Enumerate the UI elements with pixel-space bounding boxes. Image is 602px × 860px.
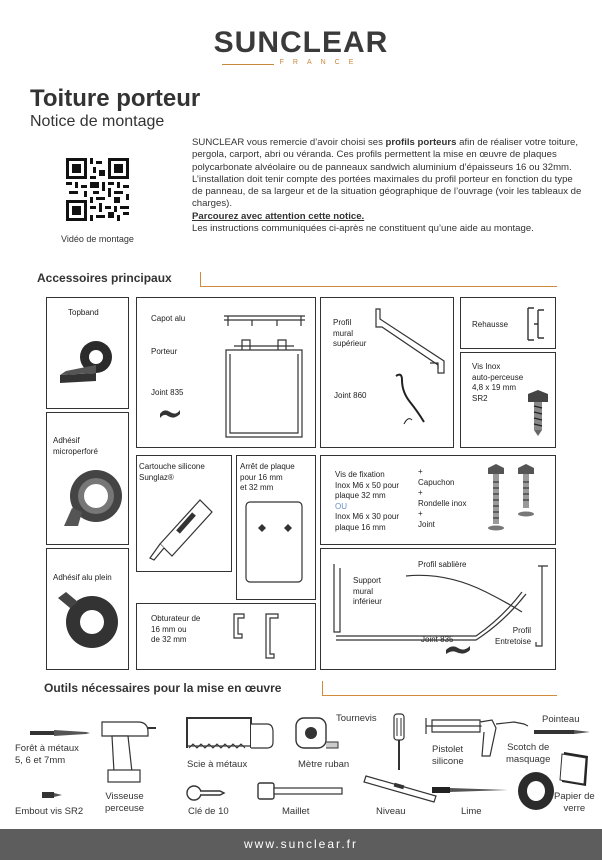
label-scotch: Scotch de masquage — [506, 742, 551, 765]
brand-subtitle: FRANCE — [279, 59, 363, 66]
label-porteur: Porteur — [151, 347, 178, 356]
label-vis-fixation-2: Inox M6 x 30 pour plaque 16 mm — [335, 512, 400, 532]
label-support-mural: Support mural inférieur — [353, 576, 382, 606]
label-adhesif-micro: Adhésif microperforé — [53, 436, 98, 456]
label-metre: Mètre ruban — [298, 759, 350, 770]
drill-driver-icon — [98, 712, 156, 784]
label-obturateur: Obturateur de 16 mm ou de 32 mm — [151, 614, 201, 644]
heading-bracket — [200, 272, 557, 287]
intro-warning: Parcourez avec attention cette notice. — [192, 210, 365, 222]
rehausse-icon — [524, 306, 548, 342]
label-scie: Scie à métaux — [187, 759, 248, 770]
intro-paragraph-1: SUNCLEAR vous remercie d’avoir choisi ses profils porteurs afin de réaliser votre toiture, pergola, carport, abri ou véranda. Ces profils permettent la mise en œuvre de plaques polycarbonate alvéolaire ou de panneaux sandwich aluminium d’épaisseurs 16 ou 32mm. — [192, 137, 579, 173]
qr-caption: Vidéo de montage — [61, 234, 134, 244]
label-rehausse: Rehausse — [472, 320, 509, 329]
screw-bit-icon — [42, 790, 62, 800]
label-foret: Forêt à métaux 5, 6 et 7mm — [15, 743, 79, 766]
center-punch-icon — [534, 728, 590, 736]
label-topband: Topband — [68, 308, 99, 317]
label-cle: Clé de 10 — [188, 806, 229, 817]
file-tool-icon — [430, 783, 510, 797]
label-joint835: Joint 835 — [151, 388, 184, 397]
label-joint835b: Joint 835 — [421, 635, 454, 644]
masking-tape-icon — [516, 770, 556, 812]
screwdriver-icon — [392, 712, 406, 774]
label-tournevis: Tournevis — [336, 713, 377, 724]
label-joint860: Joint 860 — [334, 391, 367, 400]
obturateur-icon — [230, 612, 306, 662]
label-adhesif-plein: Adhésif alu plein — [53, 573, 112, 582]
topband-roll-icon — [56, 335, 116, 385]
silicone-cartridge-icon — [148, 492, 218, 562]
profil-sabliere-icon — [326, 562, 550, 662]
label-capuchon: + Capuchon + Rondelle inox + Joint — [418, 467, 467, 529]
brand-logo-text: SUNCLEAR — [213, 26, 389, 59]
label-profil-mural-sup: Profil mural supérieur — [333, 318, 367, 348]
screw-sr2-icon — [526, 390, 550, 436]
label-cartouche: Cartouche silicone Sunglaz® — [139, 462, 205, 482]
label-embout: Embout vis SR2 — [15, 806, 84, 817]
tools-heading-bracket — [322, 681, 557, 696]
page-subtitle: Notice de montage — [30, 113, 165, 130]
label-pistolet: Pistolet silicone — [432, 744, 464, 767]
label-pointeau: Pointeau — [542, 714, 580, 725]
label-vis-fixation-1: Vis de fixation Inox M6 x 50 pour plaque 32 mm — [335, 470, 400, 500]
page-title: Toiture porteur — [30, 85, 201, 112]
label-capot: Capot alu — [151, 314, 186, 323]
adhesif-micro-roll-icon — [68, 468, 124, 528]
label-papier: Papier de verre — [554, 791, 595, 814]
label-maillet: Maillet — [282, 806, 310, 817]
joint860-icon — [388, 372, 428, 432]
label-visseuse: Visseuse perceuse — [105, 791, 145, 814]
arret-plaque-icon — [244, 500, 304, 584]
label-niveau: Niveau — [376, 806, 406, 817]
mallet-icon — [254, 781, 346, 801]
label-profil-sabliere: Profil sablière — [418, 560, 467, 569]
footer-website[interactable]: www.sunclear.fr — [0, 829, 602, 860]
level-icon — [364, 772, 438, 804]
joint835-icon — [158, 404, 182, 420]
label-profil-entretoise: Profil Entretoise — [495, 626, 532, 646]
intro-paragraph-2: L’installation doit tenir compte des portées maximales du profil porteur en fonction du type de panneau, de sa largeur et de la situation géographique de l’ouvrage (voir les tableaux de charges). — [192, 173, 582, 210]
drill-bit-icon — [30, 728, 90, 738]
section-heading-accessories: Accessoires principaux — [37, 271, 172, 285]
screws-m6-icon — [484, 462, 546, 532]
hacksaw-icon — [183, 714, 275, 752]
label-lime: Lime — [461, 806, 482, 817]
qr-code-icon[interactable] — [66, 158, 129, 221]
tape-measure-icon — [294, 714, 340, 752]
porteur-profile-icon — [222, 310, 307, 440]
label-vis-fixation-ou: OU — [335, 502, 347, 511]
label-vis-inox: Vis Inox auto-perceuse 4,8 x 19 mm SR2 — [472, 362, 524, 403]
sandpaper-icon — [560, 750, 592, 788]
intro-paragraph-4: Les instructions communiquées ci-après ne constituent qu’une aide au montage. — [192, 223, 534, 235]
intro-text — [192, 137, 582, 235]
section-heading-tools: Outils nécessaires pour la mise en œuvre — [44, 681, 282, 695]
label-arret: Arrêt de plaque pour 16 mm et 32 mm — [240, 462, 295, 492]
wrench-icon — [186, 783, 226, 803]
adhesif-plein-roll-icon — [60, 594, 120, 650]
